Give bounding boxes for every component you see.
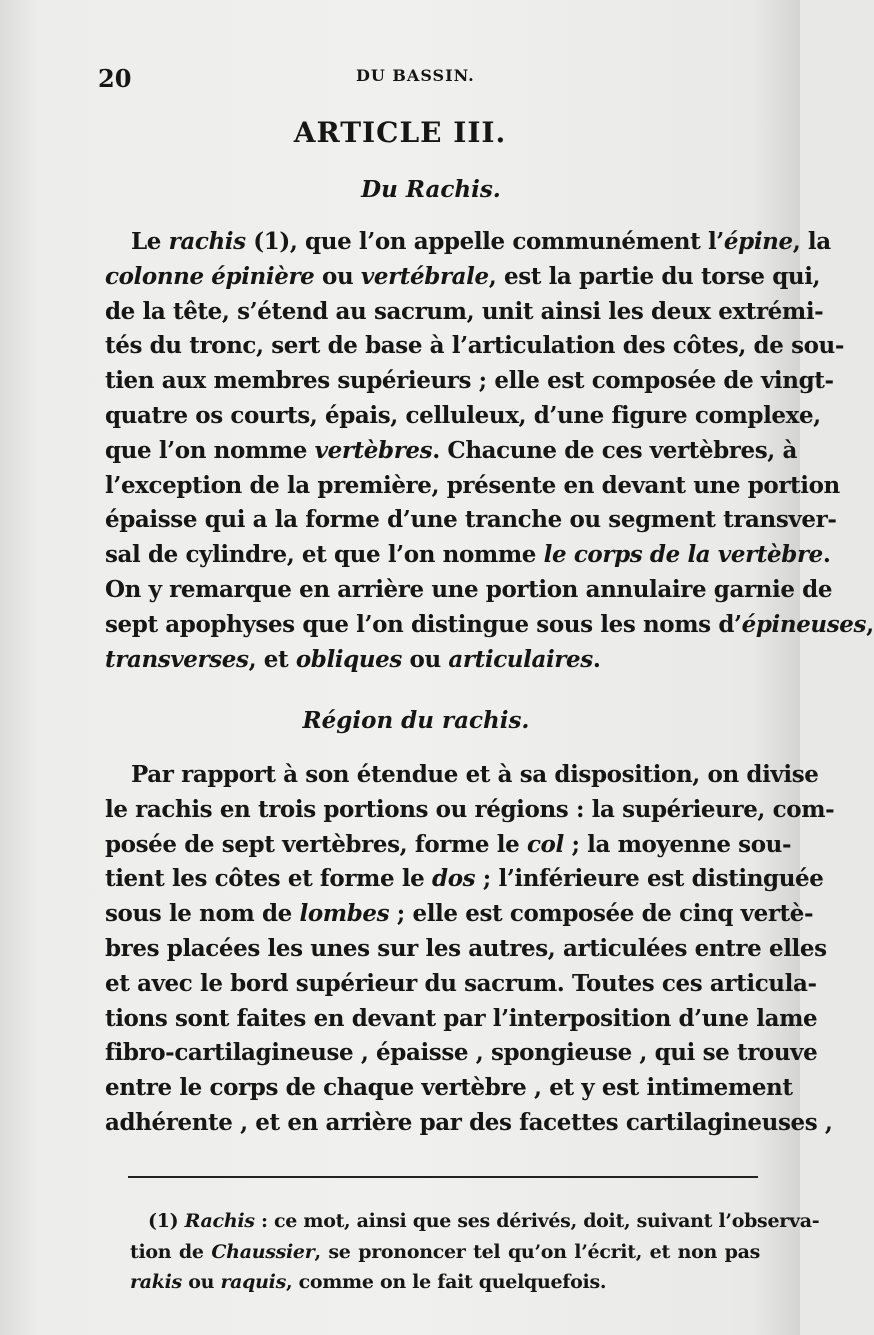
paragraph2-line (105, 793, 835, 828)
text-run: tés du tronc, sert de base à l’articulation des côtes, de sou- (105, 332, 845, 360)
paragraph2-line (105, 1036, 818, 1071)
text-run: . (822, 541, 831, 569)
text-run: (1), que l’on appelle communément l’ (245, 228, 724, 255)
paragraph-rachis-definition (105, 225, 874, 677)
italic-text: lombes (299, 900, 390, 928)
text-run: , la (792, 228, 831, 255)
paragraph1-line (105, 225, 831, 260)
italic-text: épine (723, 228, 793, 255)
footnote-line (130, 1237, 760, 1268)
text-run: , se prononcer tel qu’on l’écrit, et non pas (314, 1240, 761, 1263)
text-run: , comme on le fait quelquefois. (285, 1271, 607, 1293)
text-run: tion de (130, 1240, 212, 1263)
footnote-line (130, 1206, 820, 1237)
italic-text: articulaires (448, 645, 593, 673)
subsection-title: Région du rachis. (302, 707, 530, 734)
text-run: . Chacune de ces vertèbres, à (432, 436, 798, 464)
paragraph2-line (105, 1002, 818, 1037)
paragraph2-line (105, 1071, 793, 1106)
italic-text: rakis (130, 1271, 182, 1293)
text-run: l’exception de la première, présente en devant une portion (105, 471, 840, 499)
italic-text: vertébrale (360, 262, 489, 290)
footnote-line (130, 1267, 760, 1298)
paragraph2-line (105, 758, 819, 793)
text-run: , et (248, 645, 296, 673)
paragraph1-line (105, 260, 821, 295)
text-run: le rachis en trois portions ou régions : la supérieure, com- (105, 795, 835, 823)
text-run: de la tête, s’étend au sacrum, unit ainsi les deux extrémi- (105, 297, 824, 325)
italic-text: col (526, 830, 564, 858)
text-run: . (592, 645, 601, 673)
running-head: DU BASSIN. (356, 66, 475, 85)
italic-text: vertèbres (314, 436, 433, 464)
paragraph2-line (105, 862, 824, 897)
text-run: fibro-cartilagineuse , épaisse , spongieuse , qui se trouve (105, 1039, 818, 1067)
italic-text: rachis (168, 228, 246, 255)
text-run: adhérente , et en arrière par des facettes cartilagineuses , (105, 1108, 833, 1136)
text-run: : ce mot, ainsi que ses dérivés, doit, suivant l’observa- (254, 1210, 820, 1232)
text-run: sous le nom de (105, 900, 300, 928)
paragraph1-line (105, 399, 821, 434)
italic-text: transverses (105, 645, 249, 673)
text-run: , (866, 610, 874, 638)
text-run: On y remarque en arrière une portion annulaire garnie de (105, 575, 833, 603)
paragraph1-line (105, 434, 798, 469)
footnote-divider (128, 1176, 758, 1178)
text-run: et avec le bord supérieur du sacrum. Toutes ces articula- (105, 969, 817, 997)
text-run: ; elle est composée de cinq vertè- (389, 900, 814, 928)
text-run: sal de cylindre, et que l’on nomme (105, 541, 544, 569)
text-run: , est la partie du torse qui, (488, 262, 821, 290)
italic-text: Rachis (184, 1210, 255, 1232)
text-run: sept apophyses que l’on distingue sous les noms d’ (105, 610, 742, 638)
text-run: (1) (148, 1210, 185, 1232)
paragraph2-line (105, 932, 827, 967)
text-run: quatre os courts, épais, celluleux, d’une figure complexe, (105, 401, 821, 429)
text-run: Par rapport à son étendue et à sa disposition, on divise (131, 761, 819, 788)
text-run: ; l’inférieure est distinguée (475, 865, 824, 893)
text-run: ; la moyenne sou- (563, 830, 792, 858)
paragraph-rachis-regions (105, 758, 835, 1141)
text-run: ou (401, 645, 449, 673)
paragraph2-line (105, 828, 792, 863)
italic-text: colonne épinière (105, 262, 315, 290)
text-run: que l’on nomme (105, 436, 315, 464)
text-run: bres placées les unes sur les autres, articulées entre elles (105, 934, 827, 962)
footnote (130, 1206, 820, 1298)
italic-text: obliques (295, 645, 402, 673)
text-run: tions sont faites en devant par l’interposition d’une lame (105, 1004, 818, 1032)
section-title: Du Rachis. (361, 176, 501, 203)
italic-text: épineuses (741, 610, 867, 638)
paragraph1-line (105, 643, 750, 678)
paragraph1-line (105, 364, 834, 399)
italic-text: le corps de la vertèbre (543, 541, 823, 569)
paragraph2-line (105, 967, 817, 1002)
italic-text: Chaussier (211, 1240, 315, 1263)
text-run: ou (181, 1271, 221, 1293)
text-run: Le (131, 228, 169, 255)
paragraph1-line (105, 538, 831, 573)
paragraph1-line (105, 469, 840, 504)
page-number: 20 (98, 64, 132, 93)
text-run: entre le corps de chaque vertèbre , et y est intimement (105, 1074, 793, 1102)
text-run: tien aux membres supérieurs ; elle est composée de vingt- (105, 367, 834, 395)
paragraph1-line (105, 295, 824, 330)
page-header (98, 60, 498, 100)
article-title: ARTICLE III. (293, 116, 507, 149)
paragraph2-line (105, 897, 814, 932)
italic-text: raquis (220, 1271, 286, 1293)
text-run: posée de sept vertèbres, forme le (105, 830, 527, 858)
paragraph1-line (105, 329, 845, 364)
italic-text: dos (432, 865, 476, 893)
paragraph2-line (105, 1106, 833, 1141)
text-run: tient les côtes et forme le (105, 865, 433, 893)
text-run: épaisse qui a la forme d’une tranche ou segment transver- (105, 506, 837, 534)
text-run: ou (314, 262, 361, 290)
paragraph1-line (105, 573, 833, 608)
paragraph1-line (105, 503, 837, 538)
paragraph1-line (105, 608, 874, 643)
